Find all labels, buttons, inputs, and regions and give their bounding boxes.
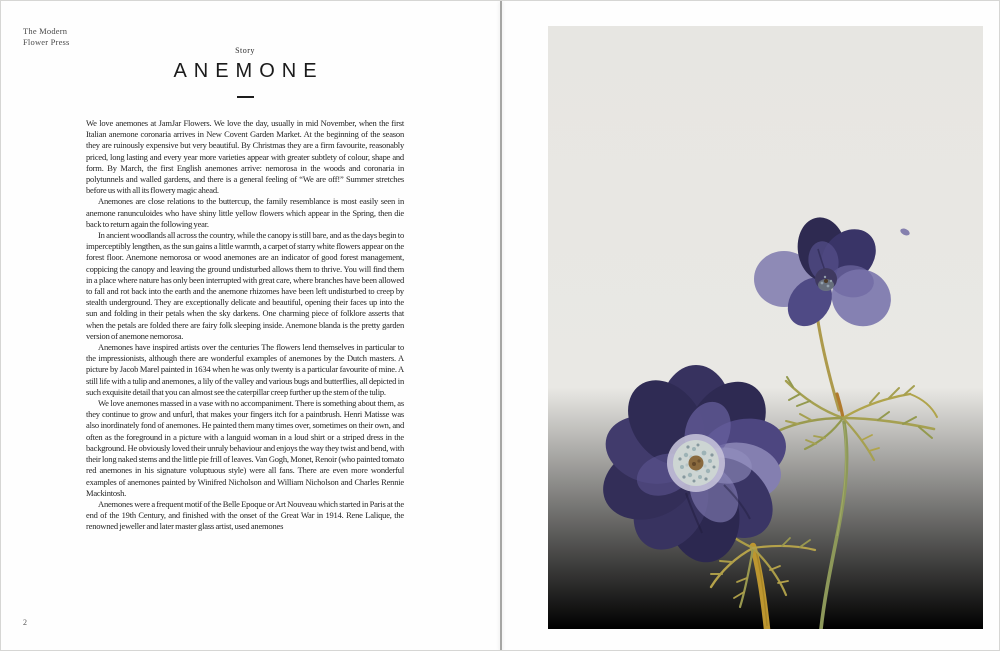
article-body [86,118,404,533]
body-paragraph: We love anemones at JamJar Flowers. We love the day, usually in mid November, when the first Italian anemone coronaria arrives in New Covent Garden Market. At the beginning of the season they are ruinously expensive but very beautiful. By Christmas they are a firm favourite, reasonably priced, long lasting and every year more varieties appear with greater subtlety of colour, shape and form. By March, the first English anemones arrive: nemorosa in the woods and coronaria in polytunnels and walled gardens, and there is a general feeling of “We are off!” Summer stretches before us with all its flowery magic ahead. [86,118,404,196]
page-gutter [500,1,502,651]
body-paragraph: We love anemones massed in a vase with no accompaniment. There is something about them, as they continue to grow and unfurl, that makes your fingers itch for a paintbrush. Henri Matisse was also inordinately fond of anemones. He painted them many times over, sometimes on their own, and often as the foreground in a picture with a languid woman in a loud shirt or a striped dress in the background. He obviously loved their unruly behaviour and enjoys the way they twist and bend, with their long naked stems and the little pie frill of leaves. Van Gogh, Monet, Renoir (who painted tomato red anemones in his signature voluptuous style) were all fans. There are even more wonderful examples of anemones painted by Winifred Nicholson and William Nicholson and Charles Rennie Mackintosh. [86,398,404,498]
title-rule [237,96,254,98]
story-kicker: Story [235,46,255,55]
publisher-line-1: The Modern [23,26,68,36]
body-paragraph: Anemones have inspired artists over the centuries The flowers lend themselves in particular to the impressionists, although there are wonderful examples of anemones by the Dutch masters. A picture by Jacob Marel painted in 1634 when he was only twenty is a particular favourite of mine. A still life with a tulip and anemones, a lily of the valley and various bugs and butterflies, all depicted in such exquisite detail that you can almost see the caterpillar creep further up the stem of the tulip. [86,342,404,397]
page-number: 2 [23,618,27,627]
article-title: ANEMONE [173,60,324,82]
body-paragraph: Anemones are close relations to the buttercup, the family resemblance is most easily seen in anemone ranunculoides who have shiny little yellow flowers which appear in the Spring, then die back to return again the following year. [86,196,404,229]
anemone-illustration [548,26,983,629]
pressed-anemone-photo [548,26,983,629]
publisher-line-2: Flower Press [23,36,70,47]
body-paragraph: Anemones were a frequent motif of the Belle Epoque or Art Nouveau which started in Paris at the end of the 19th Century, and finished with the onset of the Great War in 1914. Rene Lalique, the renowned jeweller and later master glass artist, used anemones [86,498,404,532]
article-header [86,46,404,98]
body-paragraph: In ancient woodlands all across the country, while the canopy is still bare, and as the days begin to imperceptibly lengthen, as the sun gains a little warmth, a carpet of starry white flowers appear on the forest floor. Anemone nemorosa or wood anemones are an indicator of good forest management, coppicing the canopy and leaving the ground undisturbed allows them to thrive. You will find them in a place where nature has only been interrupted with great care, where branches have been allowed to fall and rot back into the earth and the anemone rhizomes have been left undisturbed to creep by stealth underground. They are exceptionally delicate and beautiful, opening their faces up into the sun and folding in their petals when the sky darkens. One charming piece of folklore asserts that when the petals are folded there are fairy folk sleeping inside. Anemone blanda is the pretty garden version of anemone nemorosa. [86,230,404,341]
publisher-mark [23,26,70,47]
